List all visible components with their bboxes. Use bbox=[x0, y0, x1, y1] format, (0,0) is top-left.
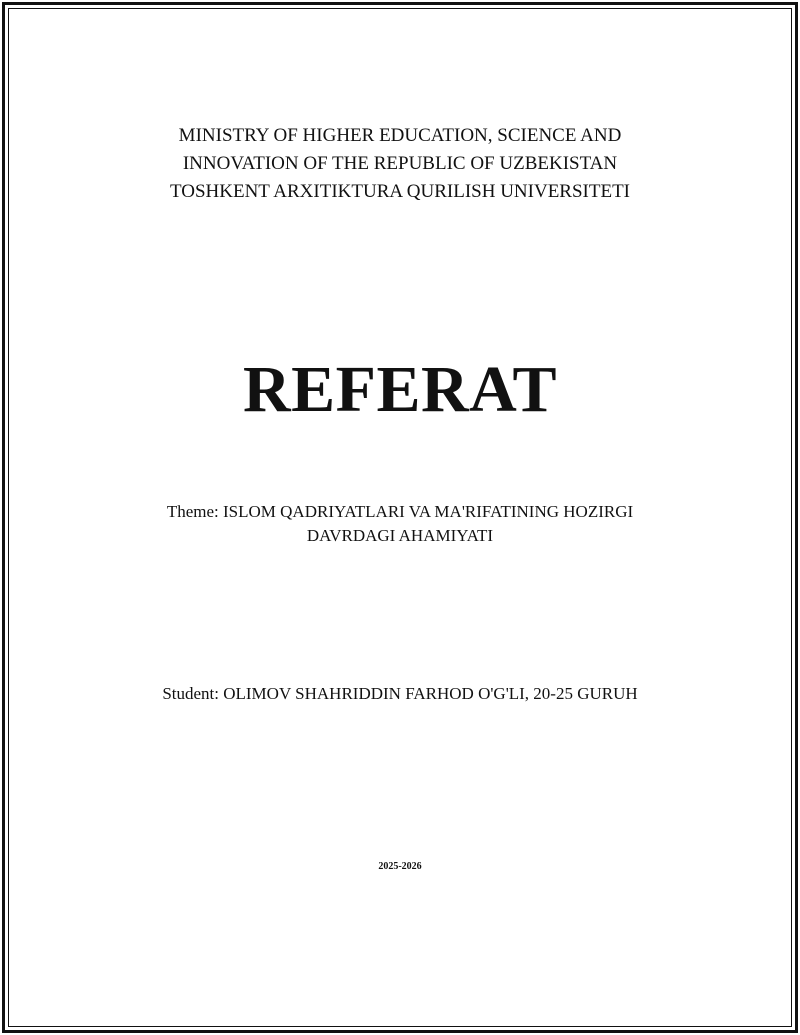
institution-line-3: TOSHKENT ARXITIKTURA QURILISH UNIVERSITETI bbox=[169, 181, 631, 202]
theme-line-2: DAVRDAGI AHAMIYATI bbox=[306, 526, 494, 545]
student-info: Student: OLIMOV SHAHRIDDIN FARHOD O'G'LI, 20-25 GURUH bbox=[162, 684, 638, 703]
institution-line-1: MINISTRY OF HIGHER EDUCATION, SCIENCE AND bbox=[178, 125, 622, 146]
institution-line-2: INNOVATION OF THE REPUBLIC OF UZBEKISTAN bbox=[182, 153, 618, 174]
document-title: REFERAT bbox=[243, 353, 557, 426]
theme-block bbox=[0, 500, 800, 548]
theme-line-1: Theme: ISLOM QADRIYATLARI VA MA'RIFATINING HOZIRGI bbox=[166, 502, 634, 521]
institution-header bbox=[0, 122, 800, 206]
academic-year: 2025-2026 bbox=[378, 861, 422, 872]
